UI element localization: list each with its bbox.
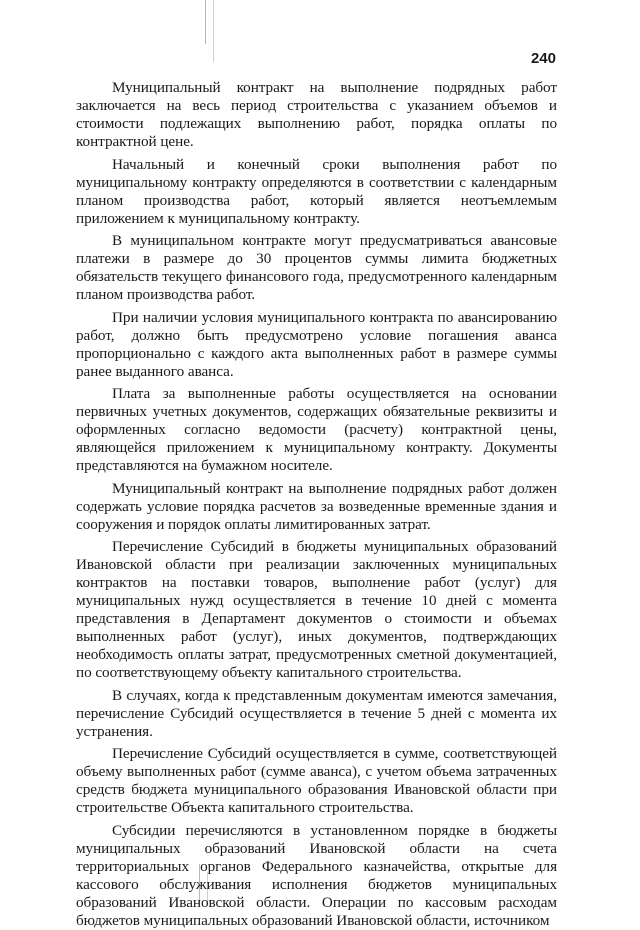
- paragraph: Плата за выполненные работы осуществляется на основании первичных учетных документов, содержащих обязательные реквизиты и оформленных согласно ведомости (расчету) контрактной цены, являющейся приложением к муниципальному контракту. Документы представляются на бумажном носителе.: [76, 385, 557, 474]
- page-number: 240: [530, 50, 556, 67]
- paragraph: В случаях, когда к представленным документам имеются замечания, перечисление Субсидий осуществляется в течение 5 дней с момента их устранения.: [76, 686, 557, 740]
- paragraph: Субсидии перечисляются в установленном порядке в бюджеты муниципальных образований Ивановской области на счета территориальных органов Федерального казначейства, открытые для кассового обслуживания исполнения бюджетов муниципальных образований Ивановской области. Операции по кассовым расходам бюджетов муниципальных образований Ивановской области, источником: [76, 821, 557, 929]
- paragraph: Перечисление Субсидий осуществляется в сумме, соответствующей объему выполненных работ (сумме аванса), с учетом объема затраченных средств бюджета муниципального образования Ивановской области при строительстве Объекта капитального строительства.: [76, 745, 557, 816]
- scan-margin-line: [213, 0, 214, 62]
- paragraph: Муниципальный контракт на выполнение подрядных работ должен содержать условие порядка расчетов за возведенные временные здания и сооружения и порядок оплаты лимитированных затрат.: [76, 479, 557, 533]
- document-body: [76, 79, 557, 930]
- paragraph: Начальный и конечный сроки выполнения работ по муниципальному контракту определяются в соответствии с календарным планом производства работ, который является неотъемлемым приложением к муниципальному контракту.: [76, 155, 557, 227]
- paragraph: Муниципальный контракт на выполнение подрядных работ заключается на весь период строительства с указанием объемов и стоимости подлежащих выполнению работ, порядка оплаты по контрактной цене.: [76, 79, 557, 150]
- scan-margin-line: [205, 0, 206, 44]
- paragraph: В муниципальном контракте могут предусматриваться авансовые платежи в размере до 30 процентов суммы лимита бюджетных обязательств текущего финансового года, предусмотренного календарным планом производства работ.: [76, 232, 557, 303]
- paragraph: При наличии условия муниципального контракта по авансированию работ, должно быть предусмотрено условие погашения аванса пропорционально с каждого акта выполненных работ в размере суммы ранее выданного аванса.: [76, 308, 557, 380]
- paragraph: Перечисление Субсидий в бюджеты муниципальных образований Ивановской области при реализации заключенных муниципальных контрактов на поставки товаров, выполнение работ (услуг) для муниципальных нужд осуществляется в течение 10 дней с момента представления в Департамент документов о стоимости и объемах выполненных работ (услуг), иных документов, подтверждающих необходимость оплаты затрат, предусмотренных сметной документацией, по соответствующему объекту капитального строительства.: [76, 538, 557, 681]
